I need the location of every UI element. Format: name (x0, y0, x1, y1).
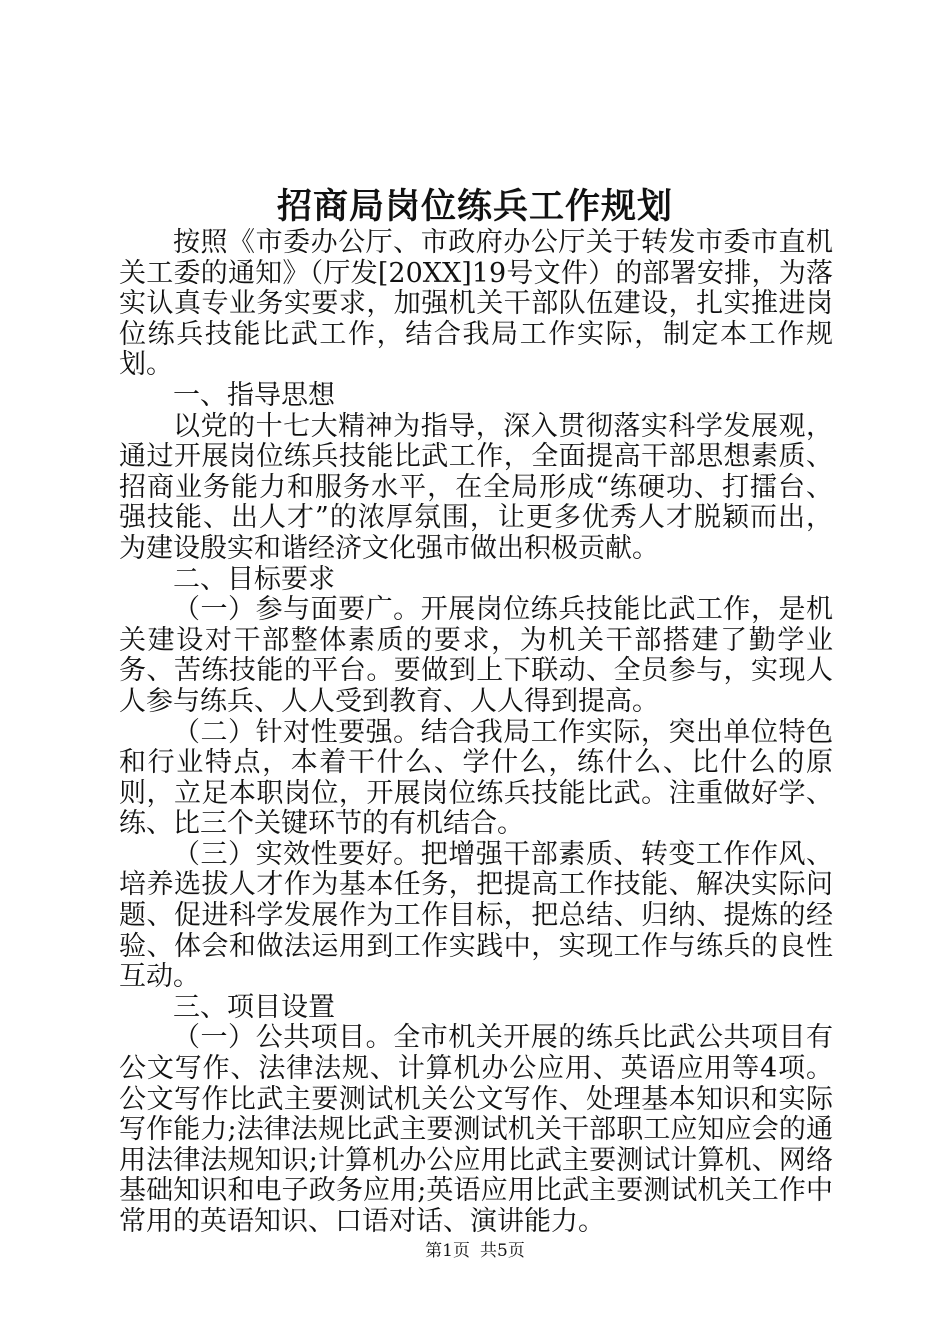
page-number: 第1页 (425, 1241, 470, 1261)
paragraph-intro: 按照《市委办公厅、市政府办公厅关于转发市委市直机关工委的通知》（厅发[20XX]19号文件）的部署安排，为落实认真专业务实要求，加强机关干部队伍建设，扎实推进岗位练兵技能比武工作，结合我局工作实际，制定本工作规划。 (119, 227, 833, 381)
document-body (119, 228, 833, 1238)
page-footer (0, 1239, 950, 1263)
paragraph-project-1: （一）公共项目。全市机关开展的练兵比武公共项目有公文写作、法律法规、计算机办公应用、英语应用等4项。公文写作比武主要测试机关公文写作、处理基本知识和实际写作能力;法律法规比武主要测试机关干部职工应知应会的通用法律法规知识;计算机办公应用比武主要测试计算机、网络基础知识和电子政务应用;英语应用比武主要测试机关工作中常用的英语知识、口语对话、演讲能力。 (119, 1022, 833, 1237)
section-heading-projects: 三、项目设置 (173, 991, 335, 1023)
section-heading-goals: 二、目标要求 (173, 563, 335, 595)
document-title: 招商局岗位练兵工作规划 (276, 186, 673, 227)
paragraph-goal-1: （一）参与面要广。开展岗位练兵技能比武工作，是机关建设对干部整体素质的要求，为机关干部搭建了勤学业务、苦练技能的平台。要做到上下联动、全员参与，实现人人参与练兵、人人受到教育、人人得到提高。 (119, 594, 833, 717)
section-heading-guiding-thought: 一、指导思想 (173, 379, 335, 411)
total-pages: 共5页 (480, 1241, 525, 1261)
paragraph-guiding-thought: 以党的十七大精神为指导，深入贯彻落实科学发展观，通过开展岗位练兵技能比武工作，全面提高干部思想素质、招商业务能力和服务水平，在全局形成“练硬功、打擂台、强技能、出人才”的浓厚氛围，让更多优秀人才脱颖而出，为建设殷实和谐经济文化强市做出积极贡献。 (119, 410, 833, 564)
paragraph-goal-2: （二）针对性要强。结合我局工作实际，突出单位特色和行业特点，本着干什么、学什么，练什么、比什么的原则，立足本职岗位，开展岗位练兵技能比武。注重做好学、练、比三个关键环节的有机结合。 (119, 716, 833, 840)
paragraph-goal-3: （三）实效性要好。把增强干部素质、转变工作作风、培养选拔人才作为基本任务，把提高工作技能、解决实际问题、促进科学发展作为工作目标，把总结、归纳、提炼的经验、体会和做法运用到工作实践中，实现工作与练兵的良性互动。 (119, 838, 833, 993)
